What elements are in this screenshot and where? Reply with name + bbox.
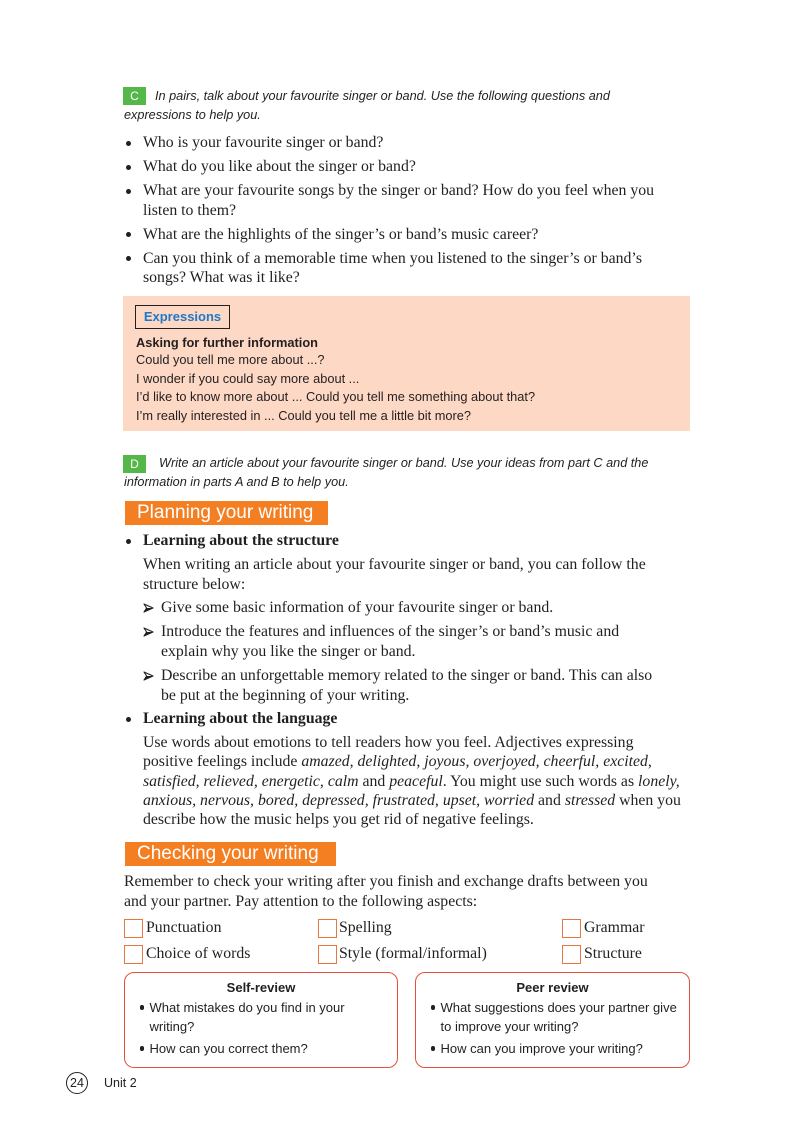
expression-phrase: I’d like to know more about ... Could you tell me something about that? — [136, 389, 536, 405]
review-item — [431, 1039, 643, 1058]
peer-review-box — [415, 972, 690, 1068]
question-item — [124, 249, 654, 288]
arrowhead-bullet-icon — [143, 603, 154, 613]
instruction-line: expressions to help you. — [124, 107, 261, 122]
checkbox — [124, 919, 143, 938]
structure-step — [143, 622, 619, 661]
expression-phrase: I wonder if you could say more about ... — [136, 370, 360, 386]
language-heading — [124, 709, 337, 729]
structure-intro — [143, 555, 646, 594]
question-item — [124, 181, 654, 220]
bullet-icon — [126, 256, 131, 261]
paragraph-line — [143, 752, 681, 771]
structure-heading — [124, 531, 339, 551]
checkbox — [124, 945, 143, 964]
question-text: Can you think of a memorable time when you listened to the singer’s or band’s — [143, 249, 642, 267]
question-text: songs? What was it like? — [143, 269, 300, 286]
aspect-label: Choice of words — [146, 945, 251, 963]
page-number: 24 — [66, 1072, 88, 1094]
paragraph-line — [143, 810, 681, 829]
text-run: when you — [615, 791, 681, 809]
self-review-box — [124, 972, 398, 1068]
question-text: listen to them? — [143, 201, 237, 219]
unit-label: Unit 2 — [104, 1075, 137, 1090]
checking-intro — [124, 872, 648, 911]
expressions-tag: Expressions — [135, 305, 230, 329]
aspect-label: Spelling — [339, 919, 392, 937]
expression-phrase: Could you tell me more about ...? — [136, 352, 325, 367]
language-paragraph — [143, 733, 681, 829]
text-run: anxious, nervous, bored, depressed, frustrated, upset, worried — [143, 791, 535, 809]
text-run: Use words about emotions to tell readers how you feel. Adjectives expressing — [143, 734, 634, 752]
paragraph-line — [143, 733, 681, 752]
review-item-text: What mistakes do you find in your — [149, 1000, 345, 1015]
bullet-icon — [140, 1005, 145, 1010]
review-item — [431, 998, 677, 1036]
structure-step-text: Describe an unforgettable memory related to the singer or band. This can also — [161, 667, 653, 685]
text-run: positive feelings include — [143, 753, 302, 771]
structure-step-text: Introduce the features and influences of the singer’s or band’s music and — [161, 623, 620, 641]
instruction-line: information in parts A and B to help you. — [124, 474, 349, 489]
language-heading-text: Learning about the language — [143, 710, 338, 728]
discussion-questions — [124, 133, 654, 292]
review-item-text: to improve your writing? — [440, 1019, 579, 1034]
structure-step — [143, 666, 652, 705]
paragraph-line — [143, 772, 681, 791]
text-run: and — [534, 791, 565, 809]
bullet-icon — [431, 1046, 436, 1051]
checkbox — [562, 919, 581, 938]
bullet-icon — [140, 1046, 145, 1051]
text-run: satisfied, relieved, energetic, calm — [143, 772, 359, 790]
self-review-title: Self-review — [226, 980, 296, 995]
checkbox — [318, 945, 337, 964]
aspect-label: Punctuation — [146, 919, 222, 937]
structure-intro-line: When writing an article about your favourite singer or band, you can follow the — [143, 556, 646, 574]
review-item — [140, 998, 345, 1036]
structure-step-text: Give some basic information of your favourite singer or band. — [161, 599, 554, 617]
text-run: . You might use such words as — [442, 772, 639, 790]
expressions-heading: Asking for further information — [136, 334, 318, 350]
structure-step — [143, 598, 553, 618]
bullet-icon — [126, 232, 131, 237]
arrowhead-bullet-icon — [143, 671, 154, 681]
aspect-label: Grammar — [584, 919, 645, 937]
structure-step-text: be put at the beginning of your writing. — [161, 686, 410, 704]
checking-intro-line: and your partner. Pay attention to the following aspects: — [124, 892, 478, 910]
section-c-label: C — [123, 87, 146, 105]
review-item-text: How can you improve your writing? — [440, 1041, 643, 1056]
bullet-icon — [126, 189, 131, 194]
bullet-icon — [126, 539, 131, 544]
peer-review-title: Peer review — [516, 980, 589, 995]
text-run: and — [358, 772, 390, 790]
checking-intro-line: Remember to check your writing after you finish and exchange drafts between you — [124, 873, 648, 891]
instruction-line: Write an article about your favourite singer or band. Use your ideas from part C and the — [159, 455, 649, 470]
planning-banner: Planning your writing — [125, 501, 328, 525]
question-item — [124, 133, 654, 153]
text-run: peaceful — [389, 772, 443, 790]
section-d-instruction — [124, 454, 648, 492]
question-item — [124, 157, 654, 177]
paragraph-line — [143, 791, 681, 810]
text-run: amazed, delighted, joyous, overjoyed, cheerful, excited, — [301, 753, 652, 771]
question-item — [124, 225, 654, 245]
expression-phrase: I’m really interested in ... Could you tell me a little bit more? — [136, 407, 471, 423]
instruction-line: In pairs, talk about your favourite singer or band. Use the following questions and — [155, 88, 610, 103]
question-text: What are the highlights of the singer’s or band’s music career? — [143, 225, 539, 243]
bullet-icon — [126, 717, 131, 722]
bullet-icon — [126, 165, 131, 170]
expressions-box — [123, 296, 690, 431]
expression-phrases — [136, 351, 535, 425]
bullet-icon — [431, 1005, 436, 1010]
text-run: describe how the music helps you get rid of negative feelings. — [143, 811, 534, 829]
structure-intro-line: structure below: — [143, 575, 246, 593]
review-item — [140, 1039, 308, 1058]
checking-banner: Checking your writing — [125, 842, 336, 866]
aspect-label: Structure — [584, 945, 642, 963]
text-run: stressed — [564, 791, 616, 809]
checkbox — [318, 919, 337, 938]
question-text: What are your favourite songs by the singer or band? How do you feel when you — [143, 182, 655, 199]
review-item-text: What suggestions does your partner give — [440, 1000, 677, 1015]
section-d-label: D — [123, 455, 146, 473]
review-item-text: How can you correct them? — [149, 1041, 308, 1056]
review-item-text: writing? — [149, 1019, 195, 1034]
question-text: Who is your favourite singer or band? — [143, 134, 384, 151]
text-run: lonely, — [638, 772, 680, 790]
aspect-label: Style (formal/informal) — [339, 945, 487, 963]
arrowhead-bullet-icon — [143, 627, 154, 637]
question-text: What do you like about the singer or band? — [143, 158, 416, 175]
structure-step-text: explain why you like the singer or band. — [161, 642, 416, 660]
section-c-instruction — [124, 87, 610, 125]
structure-heading-text: Learning about the structure — [143, 532, 339, 550]
bullet-icon — [126, 141, 131, 146]
checkbox — [562, 945, 581, 964]
